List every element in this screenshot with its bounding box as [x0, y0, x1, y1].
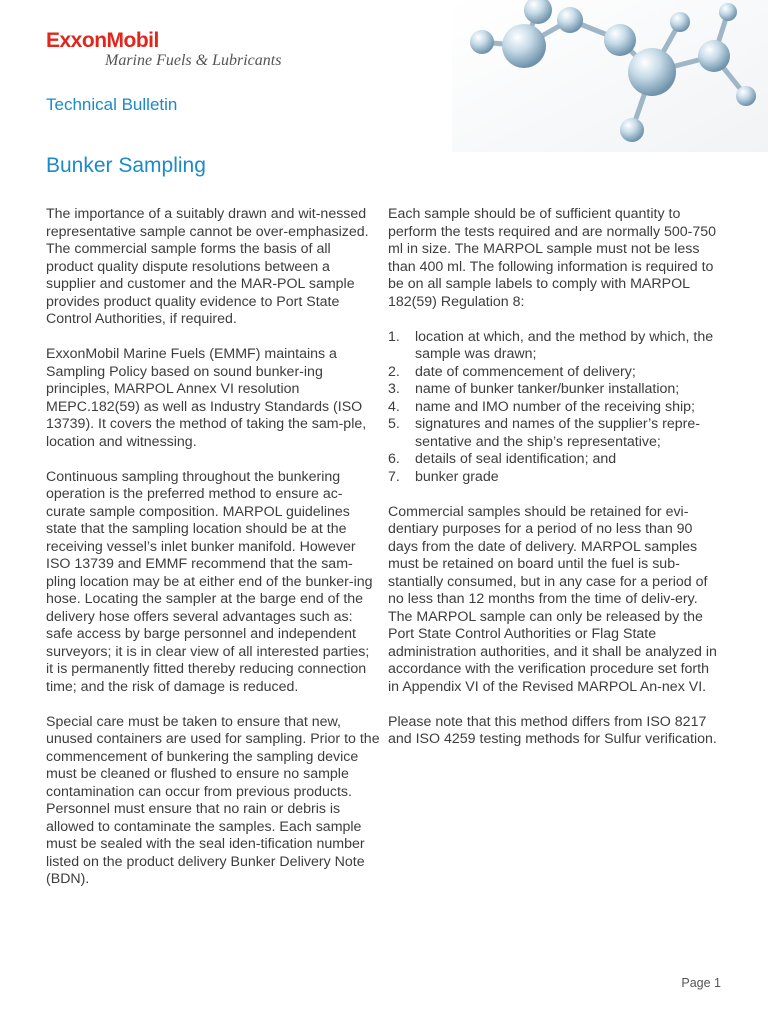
list-number: 6. — [388, 451, 400, 467]
list-item — [388, 416, 722, 451]
paragraph-retention: Commercial samples should be retained for evi-dentiary purposes for a period of no less than 90 days from the date of delivery. MARPOL samples must be retained on board until the fuel is sub-stantially consumed, but in any case for a period of no less than 12 months from the time of deliv-ery. The MARPOL sample can only be released by the Port State Control Authorities or Flag State administration authorities, and it shall be analyzed in accordance with the verification procedure set forth in Appendix VI of the Revised MARPOL An-nex VI. — [388, 503, 717, 695]
list-number: 2. — [388, 363, 400, 380]
list-item — [388, 381, 722, 399]
list-item — [388, 329, 722, 364]
list-number: 1. — [388, 328, 400, 345]
bulletin-label: Technical Bulletin — [46, 95, 178, 114]
paragraph-note: Please note that this method differs from ISO 8217 and ISO 4259 testing methods for Sulfur verification. — [388, 713, 717, 747]
list-item — [388, 364, 722, 382]
list-text: bunker grade — [415, 468, 499, 485]
label-requirements-list — [388, 329, 722, 487]
list-text: name and IMO number of the receiving ship; — [415, 398, 695, 415]
list-text: name of bunker tanker/bunker installation; — [415, 381, 680, 397]
paragraph-importance: The importance of a suitably drawn and wit-nessed representative sample cannot be over-emphasized. The commercial sample forms the basis of all product quality dispute resolutions between a supplier and customer and the MAR-POL sample provides product quality evidence to Port State Control Authorities, if required. — [46, 206, 369, 327]
list-text: signatures and names of the supplier’s repre-sentative and the ship’s representative; — [415, 416, 700, 450]
page-number: Page 1 — [681, 976, 721, 990]
list-number: 7. — [388, 468, 400, 485]
logo-division: Marine Fuels & Lubricants — [105, 52, 282, 69]
right-column — [388, 206, 722, 766]
list-item — [388, 451, 722, 469]
list-number: 3. — [388, 381, 400, 397]
page-title: Bunker Sampling — [46, 154, 206, 177]
paragraph-special-care: Special care must be taken to ensure that new, unused containers are used for sampling. Prior to the commencement of bunkering the sampling device must be cleaned or flushed to ensure no sample contamination can occur from previous products. Personnel must ensure that no rain or debris is allowed to contaminate the samples. Each sample must be sealed with the seal iden-tification number listed on the product delivery Bunker Delivery Note (BDN). — [46, 713, 380, 887]
list-item — [388, 469, 722, 487]
paragraph-continuous-sampling: Continuous sampling throughout the bunkering operation is the preferred method to ensure ac-curate sample composition. MARPOL guidelines state that the sampling location should be at the receiving vessel’s inlet bunker manifold. However ISO 13739 and EMMF recommend that the sam-pling location may be at either end of the bunker-ing hose. Locating the sampler at the barge end of the delivery hose offers several advantages such as: safe access by barge personnel and independent surveyors; it is in clear view of all interested parties; it is permanently fitted thereby reducing connection time; and the risk of damage is reduced. — [46, 468, 373, 695]
left-column — [46, 206, 380, 906]
molecule-illustration — [452, 0, 768, 152]
list-number: 4. — [388, 398, 400, 415]
paragraph-sample-quantity: Each sample should be of sufficient quantity to perform the tests required and are normally 500-750 ml in size. The MARPOL sample must not be less than 400 ml. The following information is required to be on all sample labels to comply with MARPOL 182(59) Regulation 8: — [388, 206, 717, 310]
list-number: 5. — [388, 416, 400, 432]
logo-wordmark: ExxonMobil — [46, 29, 159, 52]
paragraph-policy: ExxonMobil Marine Fuels (EMMF) maintains a Sampling Policy based on sound bunker-ing principles, MARPOL Annex VI resolution MEPC.182(59) as well as Industry Standards (ISO 13739). It covers the method of taking the sam-ple, location and witnessing. — [46, 346, 367, 450]
list-text: details of seal identification; and — [415, 451, 617, 467]
list-item — [388, 399, 722, 417]
list-text: date of commencement of delivery; — [415, 363, 636, 380]
list-text: location at which, and the method by which, the sample was drawn; — [415, 328, 714, 362]
exxonmobil-logo — [46, 30, 281, 70]
